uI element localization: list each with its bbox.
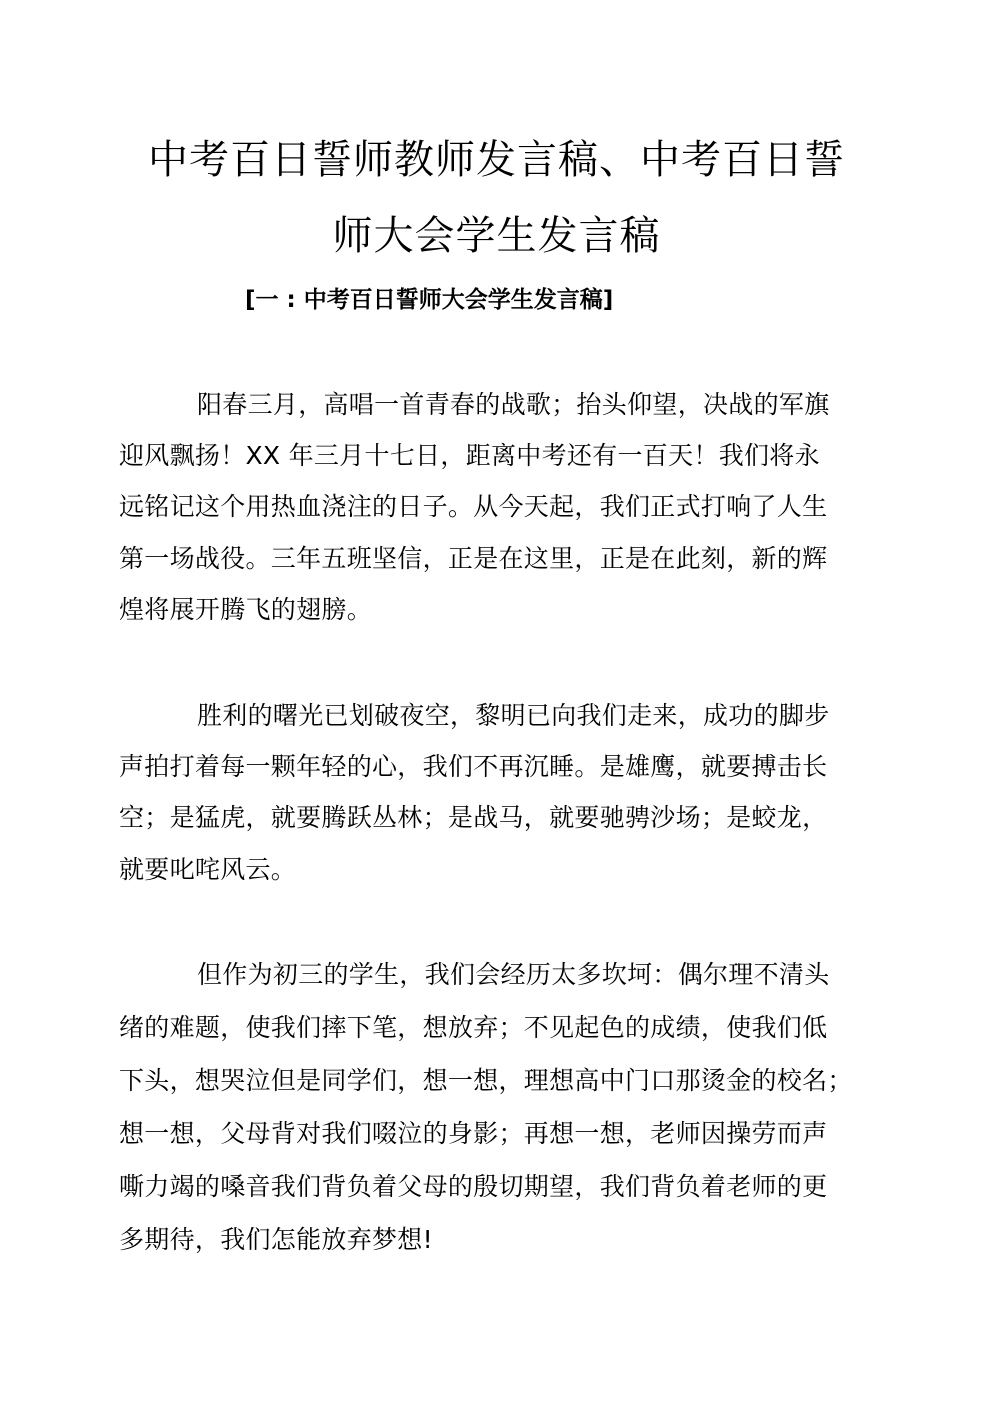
paragraph-line: 空；是猛虎，就要腾跃丛林；是战马，就要驰骋沙场；是蛟龙， [119,803,828,832]
paragraph-line: 胜利的曙光已划破夜空，黎明已向我们走来，成功的脚步 [197,701,830,730]
paragraph-line: 煌将展开腾飞的翅膀。 [119,595,373,624]
paragraph-line: 下头，想哭泣但是同学们，想一想，理想高中门口那烫金的校名； [119,1066,853,1095]
paragraph-line: 嘶力竭的嗓音我们背负着父母的殷切期望，我们背负着老师的更 [119,1172,828,1201]
paragraph-line: 声拍打着每一颗年轻的心，我们不再沉睡。是雄鹰，就要搏击长 [119,752,828,781]
title-line-2: 师大会学生发言稿 [332,213,661,259]
paragraph-line: 就要叱咤风云。 [119,855,297,884]
section-subtitle: [一 : 中考百日誓师大会学生发言稿] [245,287,614,313]
paragraph-line: 第一场战役。三年五班坚信，正是在这里，正是在此刻，新的辉 [119,544,828,573]
paragraph-line: 绪的难题，使我们摔下笔，想放弃；不见起色的成绩，使我们低 [119,1013,828,1042]
paragraph-line: 远铭记这个用热血浇注的日子。从今天起，我们正式打响了人生 [119,492,828,521]
paragraph-line: 阳春三月，高唱一首青春的战歌；抬头仰望，决战的军旗 [197,390,830,419]
paragraph-line: 多期待，我们怎能放弃梦想! [119,1225,433,1254]
title-line-1: 中考百日誓师教师发言稿、中考百日誓 [148,137,845,183]
paragraph-line: 迎风飘扬！XX 年三月十七日，距离中考还有一百天！我们将永 [119,441,820,470]
paragraph-line: 想一想，父母背对我们啜泣的身影；再想一想，老师因操劳而声 [119,1119,828,1148]
paragraph-line: 但作为初三的学生，我们会经历太多坎坷：偶尔理不清头 [197,960,830,989]
